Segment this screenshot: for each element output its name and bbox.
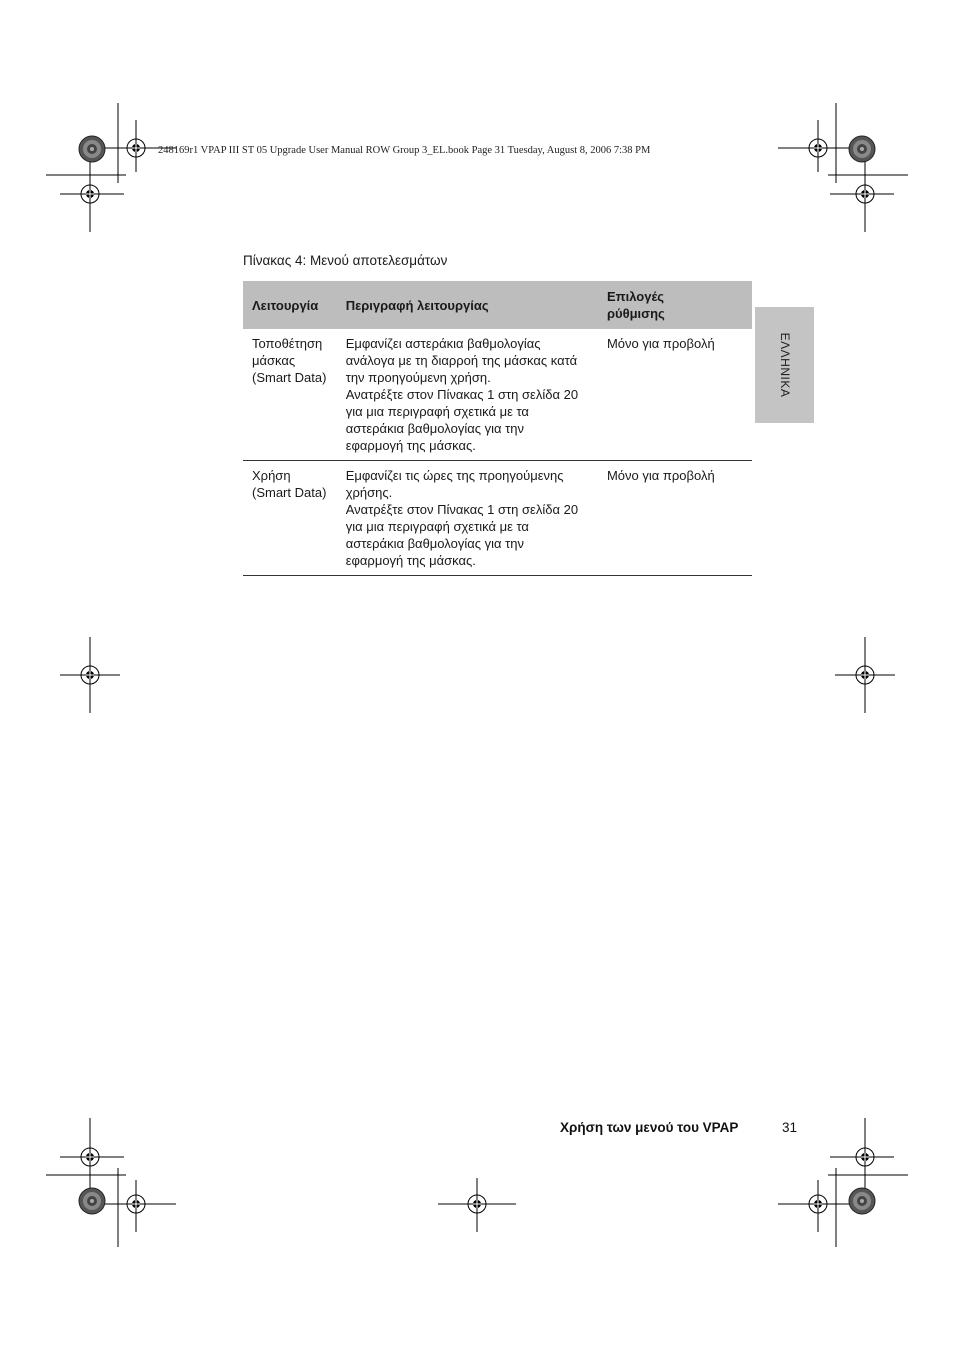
cell-line: Εμφανίζει αστεράκια βαθμολογίας [345, 336, 541, 351]
cell-line: την προηγούμενη χρήση. [345, 370, 491, 385]
cell-function [243, 329, 337, 461]
cell-line: εφαρμογή της μάσκας. [345, 438, 476, 453]
cell-line: μάσκας [252, 353, 296, 368]
header-description: Περιγραφή λειτουργίας [337, 281, 598, 329]
footer-chapter-title: Χρήση των μενού του VPAP [560, 1120, 739, 1135]
language-side-tab [755, 307, 814, 423]
cell-line: Ανατρέξτε στον Πίνακας 1 στη σελίδα 20 [345, 502, 579, 517]
cell-description [337, 461, 598, 576]
table-caption: Πίνακας 4: Μενού αποτελεσμάτων [243, 253, 448, 268]
cell-line: για μια περιγραφή σχετικά με τα [345, 519, 529, 534]
cell-line: ανάλογα με τη διαρροή της μάσκας κατά [345, 353, 578, 368]
cell-option: Μόνο για προβολή [598, 461, 752, 576]
cell-line: (Smart Data) [252, 485, 327, 500]
table-row [243, 329, 752, 461]
cell-line: (Smart Data) [252, 370, 327, 385]
results-menu-table [243, 281, 752, 576]
print-header-line: 248169r1 VPAP III ST 05 Upgrade User Manual ROW Group 3_EL.book Page 31 Tuesday, August 8, 2006 7:38 PM [158, 145, 651, 156]
page-number: 31 [782, 1120, 798, 1135]
cell-line: Τοποθέτηση [252, 336, 323, 351]
cell-line: για μια περιγραφή σχετικά με τα [345, 404, 529, 419]
cell-line: εφαρμογή της μάσκας. [345, 553, 476, 568]
cell-line: αστεράκια βαθμολογίας για την [345, 536, 524, 551]
cell-line: χρήσης. [345, 485, 393, 500]
cell-line: Εμφανίζει τις ώρες της προηγούμενης [345, 468, 564, 483]
cell-line: Χρήση [252, 468, 291, 483]
cell-line: αστεράκια βαθμολογίας για την [345, 421, 524, 436]
table-row [243, 461, 752, 576]
header-options [598, 281, 752, 329]
cell-description [337, 329, 598, 461]
cell-function [243, 461, 337, 576]
header-options-line: ρύθμισης [606, 306, 665, 321]
header-options-line: Επιλογές [606, 289, 665, 304]
header-function: Λειτουργία [243, 281, 337, 329]
cell-line: Ανατρέξτε στον Πίνακας 1 στη σελίδα 20 [345, 387, 579, 402]
table-header-row [243, 281, 752, 329]
cell-option: Μόνο για προβολή [598, 329, 752, 461]
language-label: ΕΛΛΗΝΙΚΑ [777, 332, 792, 398]
